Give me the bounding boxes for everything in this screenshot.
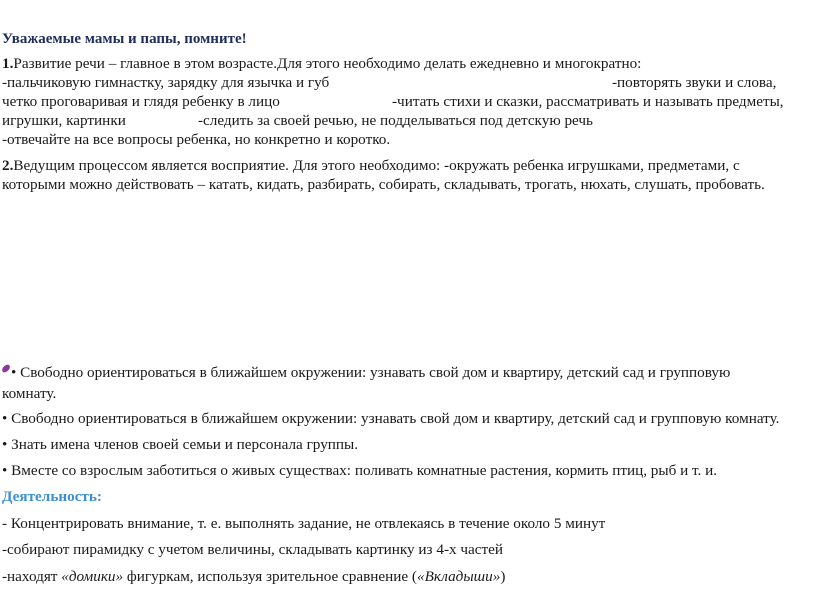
bullet-3 — [2, 436, 358, 454]
section-2-line-2 — [2, 176, 765, 194]
section-1-line-2b — [612, 74, 776, 92]
activity-item-3-mid: фигуркам, используя зрительное сравнение ( — [123, 568, 417, 585]
section-1-line-4 — [2, 112, 126, 130]
activity-item-3-post: ) — [500, 568, 506, 585]
activity-item-2 — [2, 541, 503, 559]
section-2-number: 2. — [2, 157, 14, 174]
section-1-text-2b: -повторять звуки и слова, — [612, 74, 777, 91]
section-2-text-2: которыми можно действовать – катать, кидать, разбирать, собирать, складывать, трогать, нюхать, слушать, пробовать. — [2, 176, 765, 193]
activity-item-3-em-1: «домики» — [61, 568, 124, 585]
activity-item-1-text: - Концентрировать внимание, т. е. выполнять задание, не отвлекаясь в течение около 5 минут — [2, 515, 606, 532]
section-1-text-2a: -пальчиковую гимнастку, зарядку для язычка и губ — [2, 74, 330, 91]
bullet-3-text: • Знать имена членов своей семьи и персонала группы. — [2, 436, 359, 453]
bullet-2 — [2, 410, 779, 428]
section-1-line-3 — [2, 93, 280, 111]
section-1-line-1 — [2, 55, 641, 73]
activity-item-3-em-2: «Вкладыши» — [417, 568, 501, 585]
bullet-1-text-1: • Свободно ориентироваться в ближайшем окружении: узнавать свой дом и квартиру, детский сад и групповую — [11, 364, 731, 381]
section-1-text-5: -отвечайте на все вопросы ребенка, но конкретно и коротко. — [2, 131, 391, 148]
bullet-1-text-2: комнату. — [2, 385, 57, 402]
section-1-text-4b: -следить за своей речью, не подделываться под детскую речь — [198, 112, 593, 129]
section-1-number: 1. — [2, 55, 14, 72]
section-1-line-4b — [198, 112, 593, 130]
activity-item-1 — [2, 515, 605, 533]
bullet-decoration-icon — [1, 363, 11, 374]
bullet-4-text: • Вместе со взрослым заботиться о живых существах: поливать комнатные растения, кормить птиц, рыб и т. и. — [2, 462, 718, 479]
activity-heading: Деятельность: — [2, 488, 102, 505]
bullet-1-line-2 — [2, 385, 56, 403]
section-2-text-1: Ведущим процессом является восприятие. Для этого необходимо: -окружать ребенка игрушками, предметами, с — [13, 157, 740, 174]
section-1-line-5 — [2, 131, 390, 149]
section-2-line-1 — [2, 157, 740, 175]
activity-item-3-pre: -находят — [2, 568, 62, 585]
section-1-text-4a: игрушки, картинки — [2, 112, 126, 129]
bullet-1-line-1 — [2, 364, 730, 382]
bullet-2-text: • Свободно ориентироваться в ближайшем окружении: узнавать свой дом и квартиру, детский сад и групповую комнату. — [2, 410, 780, 427]
activity-item-3 — [2, 568, 505, 586]
page-title: Уважаемые мамы и папы, помните! — [2, 31, 247, 47]
activity-item-2-text: -собирают пирамидку с учетом величины, складывать картинку из 4-х частей — [2, 541, 504, 558]
section-1-text-3a: четко проговаривая и глядя ребенку в лицо — [2, 93, 280, 110]
section-1-text-3b: -читать стихи и сказки, рассматривать и называть предметы, — [392, 93, 784, 110]
bullet-4 — [2, 462, 717, 480]
section-1-line-2 — [2, 74, 329, 92]
section-1-line-3b — [392, 93, 784, 111]
section-1-text-1: Развитие речи – главное в этом возрасте.Для этого необходимо делать ежедневно и многократно: — [13, 55, 642, 72]
